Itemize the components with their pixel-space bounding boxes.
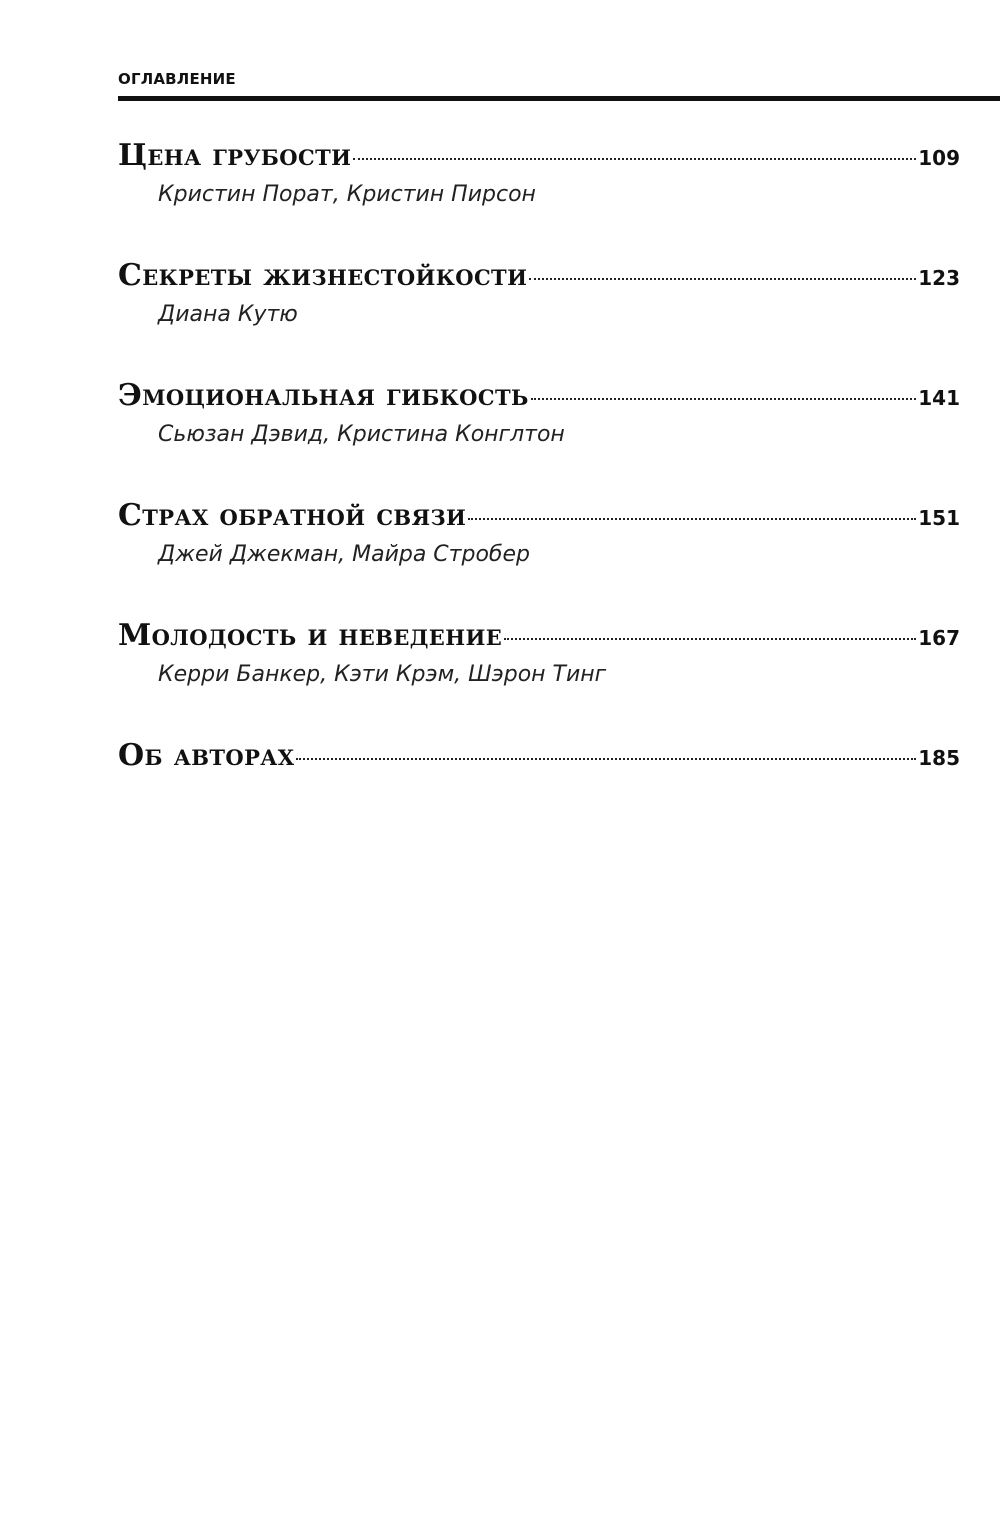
section-header: ОГЛАВЛЕНИЕ (118, 70, 236, 88)
toc-page-number: 185 (918, 746, 960, 770)
toc-entry-title: Секреты жизнестойкости (118, 258, 528, 293)
header-divider (118, 96, 1000, 101)
toc-page-number: 151 (918, 506, 960, 530)
toc-entry[interactable] (118, 258, 960, 330)
toc-entry-authors: Кристин Порат, Кристин Пирсон (158, 182, 536, 207)
toc-entry-line (118, 738, 960, 778)
dot-leader (504, 638, 916, 640)
toc-entry-title: Молодость и неведение (118, 618, 503, 653)
dot-leader (468, 518, 916, 520)
dot-leader (296, 758, 916, 760)
table-of-contents (118, 138, 960, 778)
toc-entry-title: Страх обратной связи (118, 498, 467, 533)
toc-page-number: 141 (918, 386, 960, 410)
toc-entry-authors: Джей Джекман, Майра Стробер (158, 542, 530, 567)
toc-entry[interactable] (118, 378, 960, 450)
toc-entry-title: Цена грубости (118, 138, 352, 173)
toc-page-number: 167 (918, 626, 960, 650)
dot-leader (353, 158, 916, 160)
toc-entry-line (118, 258, 960, 298)
toc-entry-title: Об авторах (118, 738, 295, 773)
toc-entry[interactable] (118, 618, 960, 690)
toc-entry-authors: Сьюзан Дэвид, Кристина Конглтон (158, 422, 565, 447)
toc-entry-title: Эмоциональная гибкость (118, 378, 529, 413)
toc-entry-authors: Диана Кутю (158, 302, 298, 327)
toc-entry-line (118, 378, 960, 418)
toc-entry-line (118, 498, 960, 538)
toc-entry[interactable] (118, 498, 960, 570)
toc-entry-line (118, 138, 960, 178)
toc-page-number: 123 (918, 266, 960, 290)
toc-entry-authors: Керри Банкер, Кэти Крэм, Шэрон Тинг (158, 662, 607, 687)
toc-page-number: 109 (918, 146, 960, 170)
toc-entry[interactable] (118, 738, 960, 778)
toc-entry[interactable] (118, 138, 960, 210)
toc-entry-line (118, 618, 960, 658)
dot-leader (531, 398, 917, 400)
dot-leader (529, 278, 916, 280)
